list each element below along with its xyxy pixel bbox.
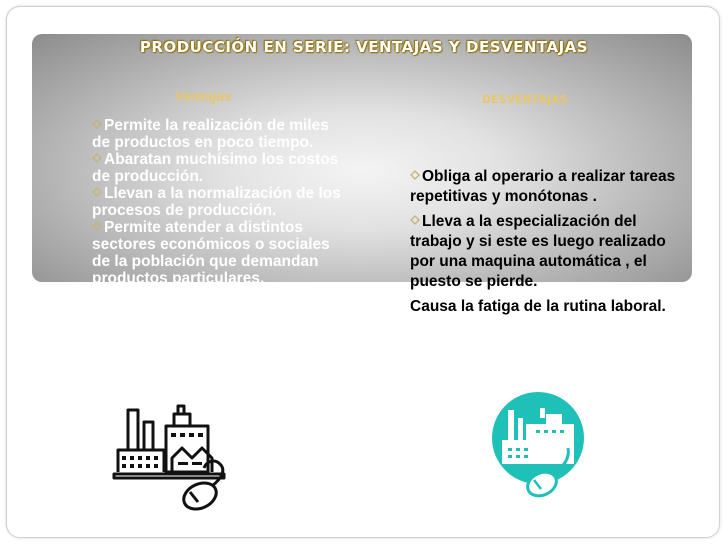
list-item: [410, 212, 680, 292]
diamond-bullet-icon: [410, 170, 420, 180]
list-item: [410, 297, 680, 317]
diamond-bullet-icon: [92, 153, 102, 163]
diamond-bullet-icon: [410, 215, 420, 225]
list-item: [92, 117, 342, 151]
list-item: [92, 219, 342, 287]
list-item: [410, 167, 680, 207]
list-item-text: Obliga al operario a realizar tareas repetitivas y monótonas .: [410, 168, 676, 205]
diamond-bullet-icon: [92, 119, 102, 129]
list-item-text: Permite atender a distintos sectores económicos o sociales de la población que demandan productos particulares.: [92, 219, 330, 287]
factory-mouse-teal-icon: [478, 384, 598, 506]
list-item: [92, 151, 342, 185]
diamond-bullet-icon: [92, 221, 102, 231]
ventajas-list: [92, 117, 342, 287]
desventajas-heading: DESVENTAJAS: [482, 93, 568, 106]
list-item-text: Permite la realización de miles de productos en poco tiempo.: [92, 117, 329, 151]
list-item-text: Abaratan muchísimo los costos de producción.: [92, 151, 339, 185]
list-item-text: Causa la fatiga de la rutina laboral.: [410, 298, 666, 315]
desventajas-list: [410, 167, 680, 322]
ventajas-heading: Ventajas: [175, 88, 233, 104]
slide-title: PRODUCCIÓN EN SERIE: VENTAJAS Y DESVENTAJAS: [139, 38, 589, 56]
list-item-text: Llevan a la normalización de los procesos de producción.: [92, 185, 341, 219]
diamond-bullet-icon: [92, 187, 102, 197]
list-item: [92, 185, 342, 219]
list-item-text: Lleva a la especialización del trabajo y si este es luego realizado por una maquina automática , el puesto se pierde.: [410, 213, 666, 290]
factory-mouse-icon: [108, 400, 238, 518]
